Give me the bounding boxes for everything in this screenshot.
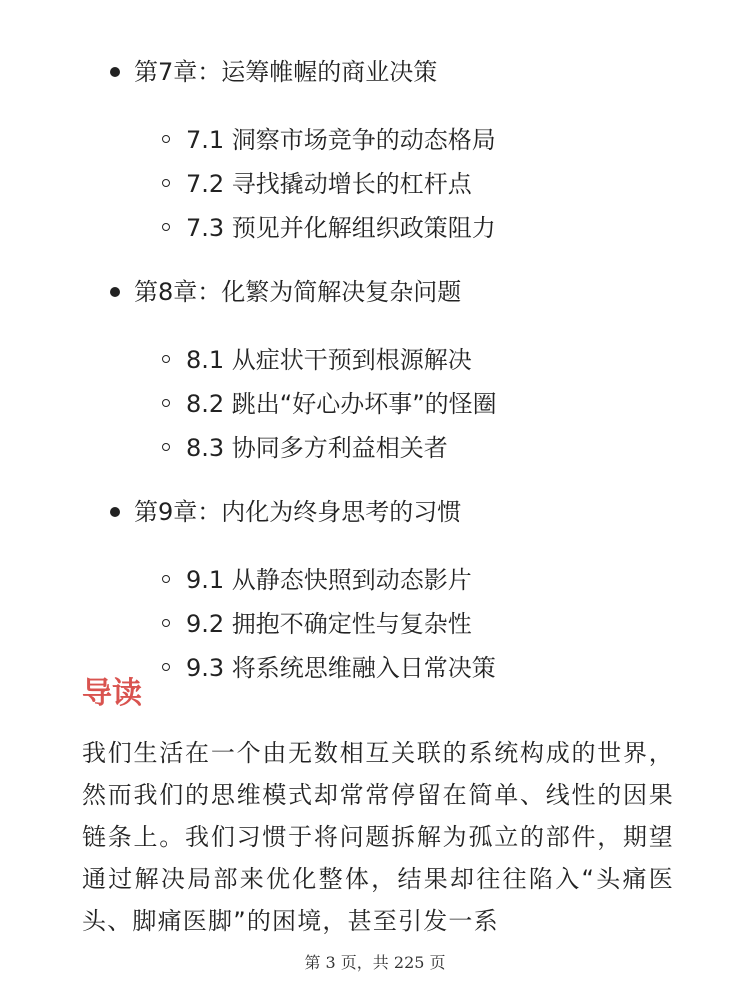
circle-bullet-icon	[162, 575, 170, 583]
intro-heading: 导读	[82, 676, 142, 711]
section-title: 8.3 协同多方利益相关者	[186, 434, 448, 462]
section-title: 9.2 拥抱不确定性与复杂性	[186, 610, 472, 638]
table-of-contents	[0, 44, 750, 704]
circle-bullet-icon	[162, 399, 170, 407]
toc-section	[0, 162, 750, 206]
section-title: 8.2 跳出“好心办坏事”的怪圈	[186, 390, 497, 418]
chapter-title-row	[0, 484, 750, 540]
chapter-title-row	[0, 44, 750, 100]
chapter-title: 第7章：运筹帷幄的商业决策	[134, 58, 438, 86]
section-title: 9.1 从静态快照到动态影片	[186, 566, 472, 594]
bullet-icon	[110, 507, 120, 517]
section-title: 8.1 从症状干预到根源解决	[186, 346, 472, 374]
circle-bullet-icon	[162, 619, 170, 627]
circle-bullet-icon	[162, 179, 170, 187]
section-title: 7.3 预见并化解组织政策阻力	[186, 214, 496, 242]
toc-section	[0, 338, 750, 382]
bullet-icon	[110, 67, 120, 77]
chapter-title: 第9章：内化为终身思考的习惯	[134, 498, 462, 526]
chapter-title: 第8章：化繁为简解决复杂问题	[134, 278, 462, 306]
circle-bullet-icon	[162, 443, 170, 451]
toc-chapter-7	[0, 44, 750, 264]
toc-section	[0, 602, 750, 646]
section-title: 7.2 寻找撬动增长的杠杆点	[186, 170, 472, 198]
section-list	[0, 320, 750, 484]
chapter-title-row	[0, 264, 750, 320]
circle-bullet-icon	[162, 355, 170, 363]
toc-section	[0, 382, 750, 426]
circle-bullet-icon	[162, 223, 170, 231]
bullet-icon	[110, 287, 120, 297]
section-list	[0, 100, 750, 264]
circle-bullet-icon	[162, 135, 170, 143]
section-title: 9.3 将系统思维融入日常决策	[186, 654, 496, 682]
page-number-footer: 第 3 页，共 225 页	[304, 953, 446, 972]
toc-section	[0, 118, 750, 162]
circle-bullet-icon	[162, 663, 170, 671]
intro-paragraph: 我们生活在一个由无数相互关联的系统构成的世界，然而我们的思维模式却常常停留在简单、线性的因果链条上。我们习惯于将问题拆解为孤立的部件，期望通过解决局部来优化整体，结果却往往陷入“头痛医头、脚痛医脚”的困境，甚至引发一系	[82, 739, 674, 935]
section-title: 7.1 洞察市场竞争的动态格局	[186, 126, 496, 154]
toc-chapter-8	[0, 264, 750, 484]
toc-section	[0, 558, 750, 602]
toc-section	[0, 426, 750, 470]
toc-section	[0, 206, 750, 250]
